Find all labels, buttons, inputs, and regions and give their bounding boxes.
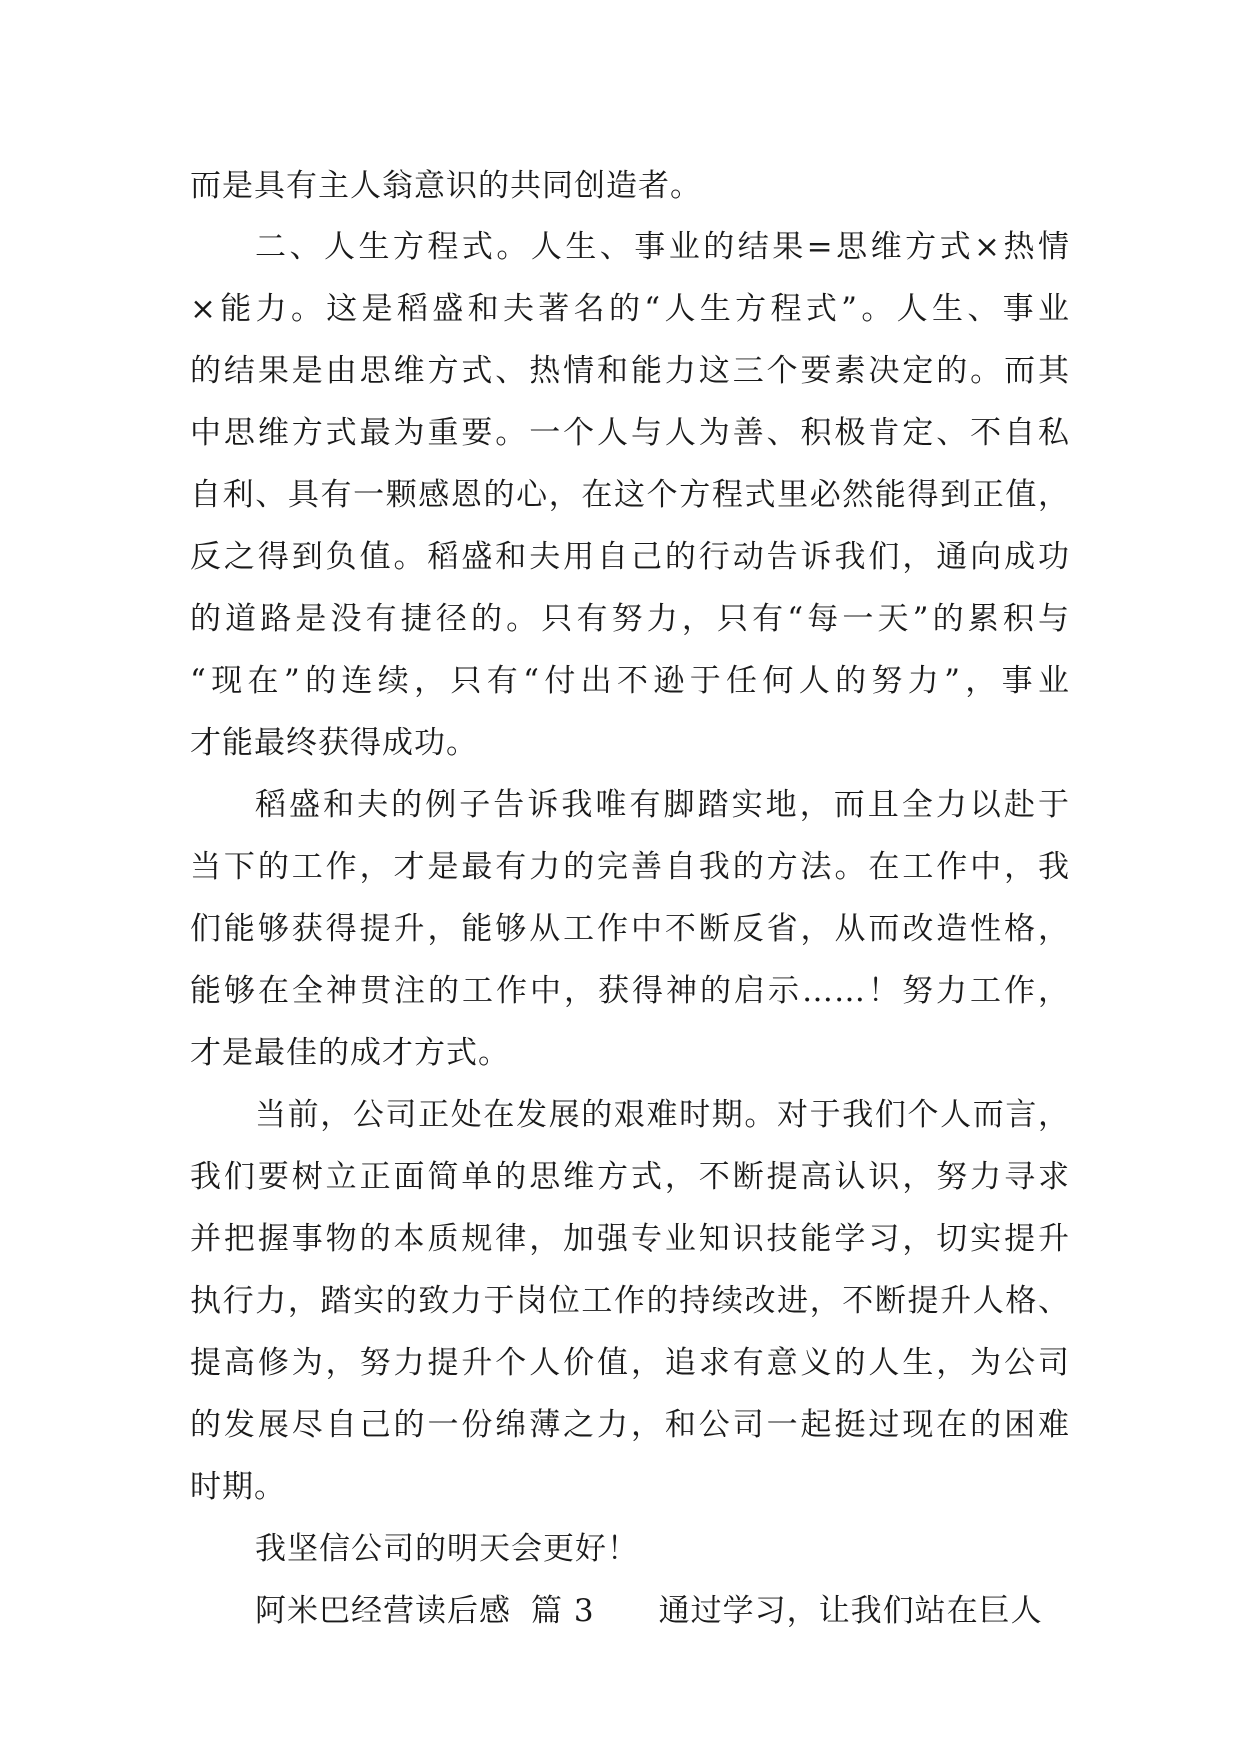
text-line: 能够在全神贯注的工作中，获得神的启示……！努力工作， [190,973,1070,1009]
text-line: 二、人生方程式。人生、事业的结果=思维方式×热情 [255,229,1070,265]
text-line: 才是最佳的成才方式。 [190,1035,510,1071]
section-heading-number: 篇 3 [531,1593,595,1629]
text-line: 我坚信公司的明天会更好！ [255,1531,639,1567]
text-line: 提高修为，努力提升个人价值，追求有意义的人生，为公司 [190,1345,1070,1381]
section-heading-title: 阿米巴经营读后感 [255,1593,511,1629]
text-line: 的结果是由思维方式、热情和能力这三个要素决定的。而其 [190,353,1070,389]
text-line: “现在”的连续，只有“付出不逊于任何人的努力”，事业 [190,663,1070,699]
text-line: 当前，公司正处在发展的艰难时期。对于我们个人而言， [255,1097,1070,1133]
section-heading-line [255,1583,1070,1639]
text-line: 们能够获得提升，能够从工作中不断反省，从而改造性格， [190,911,1070,947]
text-line: 反之得到负值。稻盛和夫用自己的行动告诉我们，通向成功 [190,539,1070,575]
text-line: 中思维方式最为重要。一个人与人为善、积极肯定、不自私 [190,415,1070,451]
text-line: 时期。 [190,1469,286,1505]
text-line: 稻盛和夫的例子告诉我唯有脚踏实地，而且全力以赴于 [255,787,1070,823]
text-line: 的发展尽自己的一份绵薄之力，和公司一起挺过现在的困难 [190,1407,1070,1443]
text-line: 我们要树立正面简单的思维方式，不断提高认识，努力寻求 [190,1159,1070,1195]
text-line: 当下的工作，才是最有力的完善自我的方法。在工作中，我 [190,849,1070,885]
text-line: 而是具有主人翁意识的共同创造者。 [190,168,702,204]
text-line: 的道路是没有捷径的。只有努力，只有“每一天”的累积与 [190,601,1070,637]
text-line: 才能最终获得成功。 [190,725,478,761]
section-heading-trailing-text: 通过学习，让我们站在巨人 [658,1593,1043,1629]
text-line: ×能力。这是稻盛和夫著名的“人生方程式”。人生、事业 [190,291,1070,327]
text-line: 并把握事物的本质规律，加强专业知识技能学习，切实提升 [190,1221,1070,1257]
text-line: 执行力，踏实的致力于岗位工作的持续改进，不断提升人格、 [190,1283,1070,1319]
text-line: 自利、具有一颗感恩的心，在这个方程式里必然能得到正值， [190,477,1070,513]
